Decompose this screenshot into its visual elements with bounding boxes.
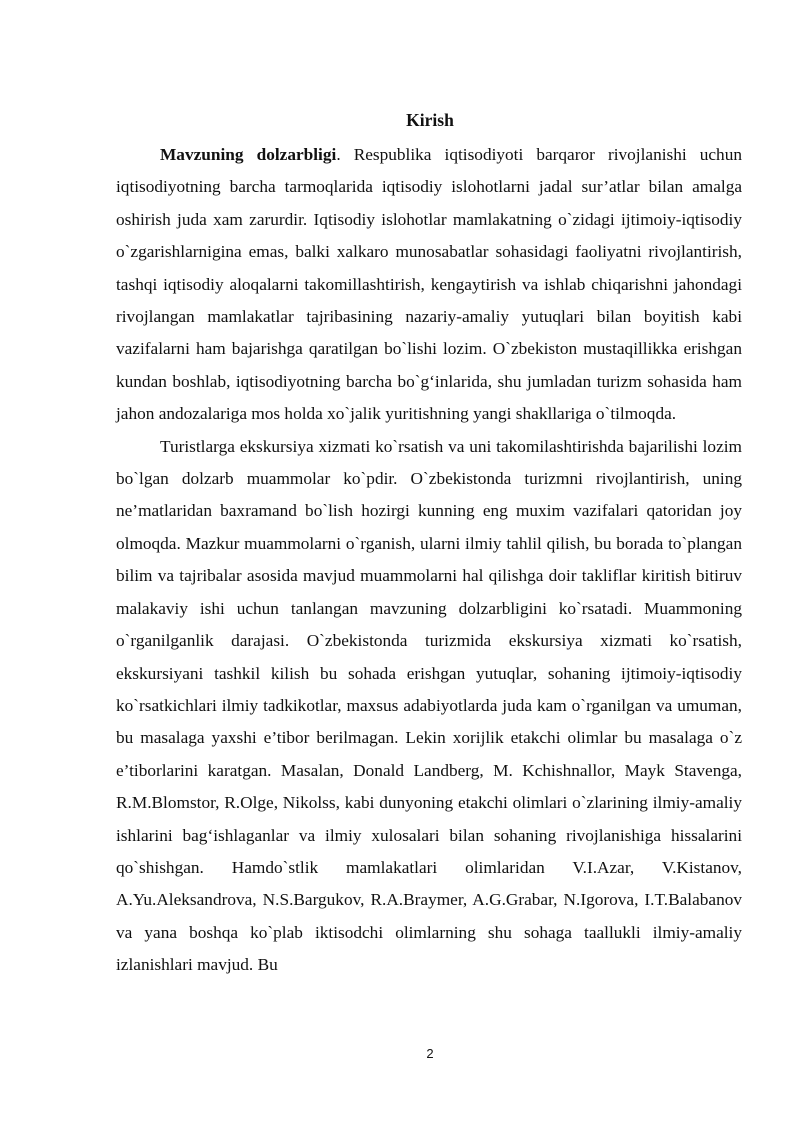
paragraph-lead: Mavzuning dolzarbligi — [160, 145, 337, 164]
section-heading: Kirish — [406, 110, 454, 130]
page-number: 2 — [426, 1046, 434, 1061]
paragraph-relevance — [116, 139, 742, 431]
paragraph-text: . Respublika iqtisodiyoti barqaror rivojlanishi uchun iqtisodiyotning barcha tarmoqlarida iqtisodiy islohotlarni jadal sur’atlar bilan amalga oshirish juda xam zarurdir. Iqtisodiy islohotlar mamlakatning o`zidagi ijtimoiy-iqtisodiy o`zgarishlarnigina emas, balki xalkaro munosabatlar sohasidagi faoliyatni rivojlantirish, tashqi iqtisodiy aloqalarni takomillashtirish, kengaytirish va ishlab chiqarishni jahondagi rivojlangan mamlakatlar tajribasining nazariy-amaliy yutuqlari bilan boyitish kabi vazifalarni ham bajarishga qaratilgan bo`lishi lozim. O`zbekiston mustaqillikka erishgan kundan boshlab, iqtisodiyotning barcha bo`g‘inlarida, shu jumladan turizm sohasida ham jahon andozalariga mos holda xo`jalik yuritishning yangi shakllariga o`tilmoqda. — [116, 145, 742, 424]
paragraph-excursion: Turistlarga ekskursiya xizmati ko`rsatish va uni takomilashtirishda bajarilishi lozim bo`lgan dolzarb muammolar ko`pdir. O`zbekistonda turizmni rivojlantirish, uning ne’matlaridan baxramand bo`lish hozirgi kunning eng muxim vazifalari qatoridan joy olmoqda. Mazkur muammolarni o`rganish, ularni ilmiy tahlil qilish, bu borada to`plangan bilim va tajribalar asosida mavjud muammolarni hal qilishga doir takliflar kiritish bitiruv malakaviy ishi uchun tanlangan mavzuning dolzarbligini ko`rsatadi. Muammoning o`rganilganlik darajasi. O`zbekistonda turizmida ekskursiya xizmati ko`rsatish, ekskursiyani tashkil kilish bu sohada erishgan yutuqlar, sohaning ijtimoiy-iqtisodiy ko`rsatkichlari ilmiy tadkikotlar, maxsus adabiyotlarda juda kam o`rganilgan va umuman, bu masalaga yaxshi e’tibor berilmagan. Lekin xorijlik etakchi olimlar bu masalaga o`z e’tiborlarini karatgan. Masalan, Donald Landberg, M. Kchishnallor, Mayk Stavenga, R.M.Blomstor, R.Olge, Nikolss, kabi dunyoning etakchi olimlari o`zlarining ilmiy-amaliy ishlarini bag‘ishlaganlar va ilmiy xulosalari bilan sohaning rivojlanishiga hissalarini qo`shishgan. Hamdo`stlik mamlakatlari olimlaridan V.I.Azar, V.Kistanov, A.Yu.Aleksandrova, N.S.Bargukov, R.A.Braymer, A.G.Grabar, N.Igorova, I.T.Balabanov va yana boshqa ko`plab iktisodchi olimlarning shu sohaga taallukli ilmiy-amaliy izlanishlari mavjud. Bu — [116, 436, 742, 975]
body-text — [116, 139, 742, 982]
